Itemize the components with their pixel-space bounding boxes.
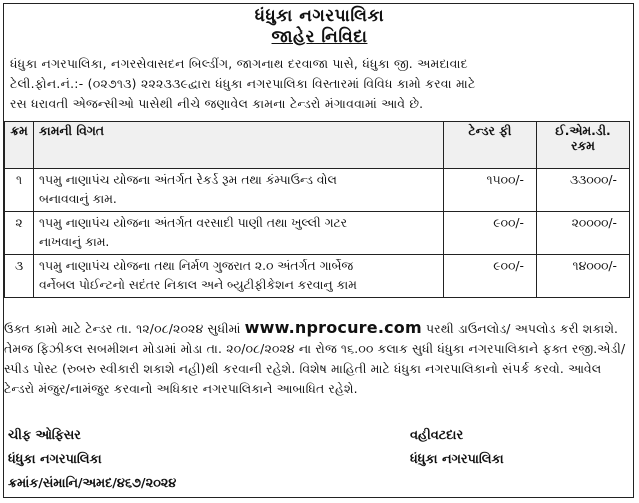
header-sr: ક્રમ xyxy=(5,122,34,169)
chief-officer-title: ચીફ ઓફિસર xyxy=(8,428,81,443)
intro-line-2: ટેલી.ફોન.નં.:- (૦૨૭૧૩) ૨૨૨૩૩૯દ્વારા ધંધુકા નગરપાલિકા વિસ્તારમાં વિવિધ કામો કરવા માટે xyxy=(10,77,476,91)
notice-title: ધંધુકા નગરપાલિકા xyxy=(254,6,385,26)
instructions-paragraph xyxy=(4,318,630,399)
row-emd: ૨૦૦૦૦/- xyxy=(536,212,629,255)
table-row xyxy=(5,212,630,255)
intro-paragraph xyxy=(10,54,630,114)
reference-number: ક્રમાંક/સંમાનિ/અમદ/૪૬૭/૨૦૨૪ xyxy=(8,476,177,491)
chief-officer-org: ધંધુકા નગરપાલિકા xyxy=(8,452,102,467)
row-emd: ૩૩૦૦૦/- xyxy=(536,169,629,212)
row-work-line2: વર્નેબલ પોઈન્ટનો સદંતર નિકાલ અને બ્યુટીફીકેશન કરવાનુ કામ xyxy=(39,278,357,292)
row-work xyxy=(34,169,444,212)
row-work xyxy=(34,212,444,255)
row-work-line2: નાખવાનું કામ. xyxy=(39,235,110,249)
table-row xyxy=(5,169,630,212)
row-work-line1: ૧૫મુ નાણાપંચ યોજના અંતર્ગત વરસાદી પાણી તથા ખુલ્લી ગટર xyxy=(39,216,348,230)
row-work-line2: બનાવવાનું કામ. xyxy=(39,192,117,206)
header-emd-line1: ઈ.એમ.ડી. xyxy=(555,124,611,138)
row-work-line1: ૧૫મુ નાણાપંચ યોજના અંતર્ગત રેકર્ડ રૂમ તથા કંમ્પાઉન્ડ વોલ xyxy=(39,173,337,187)
row-sr: ૧ xyxy=(5,169,34,212)
instructions-part-2: પરથી ડાઉનલોડ/ અપલોડ કરી શકાશે. તેમજ ફિઝીકલ સબમીશન મોડામાં મોડા તા. ૨૦/૦૮/૨૦૨૪ ના રોજ ૧૬.૦૦ કલાક સુધી ધંધુકા નગરપાલિકાને ફક્ત રજી.એડી/સ્પીડ પોસ્ટ (રુબરુ સ્વીકારી શકાશે નહી)થી કરવાની રહેશે. વિશેષ માહિતી માટે ધંધુકા નગરપાલિકાનો સંપર્ક કરવો. આવેલ ટેન્ડરો મંજુર/નામંજુર કરવાનો અધિકાર નગરપાલિકાને આબાધિત રહેશે. xyxy=(4,322,626,396)
tender-table xyxy=(4,121,630,298)
row-fee: ૯૦૦/- xyxy=(443,212,536,255)
administrator-title: વહીવટદાર xyxy=(410,428,464,443)
row-work-line1: ૧૫મુ નાણાપંચ યોજના તથા નિર્મળ ગુજરાત ૨.૦ અંતર્ગત ગાર્બેજ xyxy=(39,259,353,273)
header-work: કામની વિગત xyxy=(34,122,444,169)
row-sr: ૨ xyxy=(5,212,34,255)
table-header-row xyxy=(5,122,630,169)
row-sr: ૩ xyxy=(5,255,34,298)
row-work xyxy=(34,255,444,298)
instructions-part-1: ઉક્ત કામો માટે ટેન્ડર તા. ૧૨/૦૮/૨૦૨૪ સુધીમાં xyxy=(4,322,245,336)
row-emd: ૧૪૦૦૦/- xyxy=(536,255,629,298)
header-emd-line2: રકમ xyxy=(571,139,595,153)
intro-line-3: રસ ધરાવતી એજન્સીઓ પાસેથી નીચે જણાવેલ કામના ટેન્ડરો મંગાવવામાં આવે છે. xyxy=(10,97,424,111)
nprocure-link[interactable]: www.nprocure.com xyxy=(244,318,422,337)
intro-line-1: ધંધુકા નગરપાલિકા, નગરસેવાસદન બિલ્ડીંગ, જાગનાથ દરવાજા પાસે, ધંધુકા જી. અમદાવાદ xyxy=(10,57,468,71)
signature-chief-officer xyxy=(8,424,102,472)
header-fee: ટેન્ડર ફી xyxy=(443,122,536,169)
notice-subtitle: જાહેર નિવિદા xyxy=(271,27,368,47)
row-fee: ૯૦૦/- xyxy=(443,255,536,298)
signature-administrator xyxy=(410,424,504,472)
header-emd xyxy=(536,122,629,169)
row-fee: ૧૫૦૦/- xyxy=(443,169,536,212)
table-row xyxy=(5,255,630,298)
administrator-org: ધંધુકા નગરપાલિકા xyxy=(410,452,504,467)
